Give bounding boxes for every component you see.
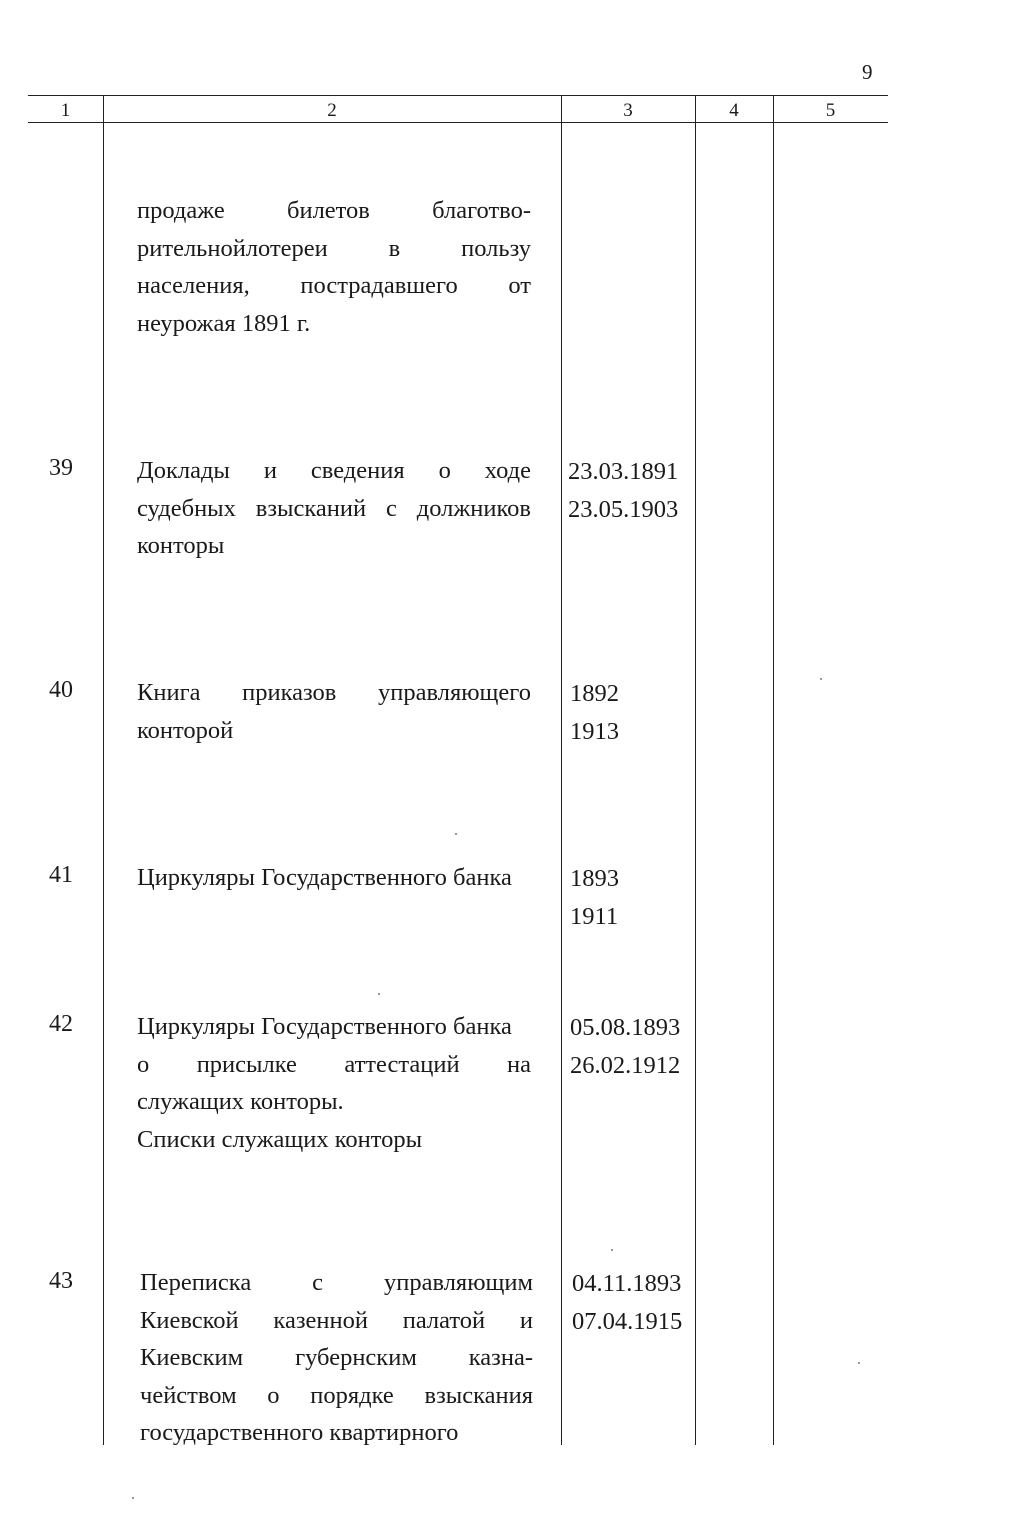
column-header-4: 4 bbox=[729, 100, 739, 121]
row-41-description bbox=[137, 859, 531, 897]
description-line: Циркуляры Государственного банка bbox=[137, 1013, 512, 1040]
description-line: о присылке аттестаций на bbox=[137, 1050, 531, 1078]
scan-speck bbox=[455, 833, 457, 835]
row-number-40: 40 bbox=[49, 677, 73, 703]
row-39-description bbox=[137, 452, 531, 565]
column-divider-4 bbox=[773, 95, 774, 1445]
scan-speck bbox=[611, 1249, 613, 1251]
table-top-rule bbox=[28, 95, 888, 96]
date-end: 23.05.1903 bbox=[568, 496, 679, 523]
column-header-2: 2 bbox=[327, 100, 337, 121]
description-line: государственного квартирного bbox=[140, 1419, 459, 1446]
description-line: Киевской казенной палатой и bbox=[140, 1306, 533, 1334]
description-line: неурожая 1891 г. bbox=[137, 309, 311, 337]
page-number: 9 bbox=[862, 60, 873, 84]
column-header-1: 1 bbox=[60, 100, 71, 121]
date-start: 1893 bbox=[570, 865, 619, 892]
date-end: 26.02.1912 bbox=[570, 1052, 681, 1079]
column-header-3: 3 bbox=[623, 100, 633, 121]
row-40-dates bbox=[570, 675, 619, 751]
date-start: 04.11.1893 bbox=[572, 1270, 682, 1297]
description-line: служащих конторы. bbox=[137, 1088, 344, 1115]
column-header-5: 5 bbox=[825, 100, 836, 121]
row-40-description bbox=[137, 674, 531, 749]
table-header-rule bbox=[28, 122, 888, 123]
row-number-43: 43 bbox=[49, 1268, 73, 1294]
row-42-dates bbox=[570, 1009, 680, 1085]
row-39-dates bbox=[568, 453, 678, 529]
row-43-description bbox=[140, 1264, 533, 1452]
description-line: Списки служащих конторы bbox=[137, 1125, 423, 1153]
description-line: конторой bbox=[137, 716, 234, 744]
scan-speck bbox=[132, 1497, 134, 1499]
date-start: 23.03.1891 bbox=[568, 458, 679, 485]
scan-speck bbox=[820, 678, 822, 680]
description-line: Доклады и сведения о ходе bbox=[137, 457, 531, 484]
description-line: населения, пострадавшего от bbox=[137, 272, 531, 299]
row-number-42: 42 bbox=[49, 1011, 73, 1037]
row-41-dates bbox=[570, 860, 619, 936]
description-line: чейством о порядке взыскания bbox=[140, 1381, 533, 1409]
description-line: судебных взысканий с должников bbox=[137, 494, 531, 522]
scan-speck bbox=[378, 993, 380, 995]
continuation-description bbox=[137, 192, 531, 342]
description-line: Циркуляры Государственного банка bbox=[137, 864, 512, 891]
row-42-description bbox=[137, 1008, 531, 1158]
description-line: Книга приказов управляющего bbox=[137, 679, 531, 706]
column-divider-2 bbox=[561, 95, 562, 1445]
row-43-dates bbox=[572, 1265, 682, 1341]
row-number-39: 39 bbox=[49, 455, 73, 481]
date-end: 07.04.1915 bbox=[572, 1308, 683, 1335]
date-end: 1913 bbox=[570, 718, 619, 745]
column-divider-3 bbox=[695, 95, 696, 1445]
column-divider-1 bbox=[103, 95, 104, 1445]
date-end: 1911 bbox=[570, 903, 619, 930]
description-line: конторы bbox=[137, 532, 225, 559]
scan-speck bbox=[858, 1362, 860, 1364]
row-number-41: 41 bbox=[49, 862, 73, 888]
description-line: рительнойлотереи в пользу bbox=[137, 234, 531, 262]
description-line: Киевским губернским казна- bbox=[140, 1344, 533, 1371]
description-line: продаже билетов благотво- bbox=[137, 197, 531, 224]
date-start: 05.08.1893 bbox=[570, 1014, 681, 1041]
date-start: 1892 bbox=[570, 680, 619, 707]
description-line: Переписка с управляющим bbox=[140, 1269, 533, 1296]
